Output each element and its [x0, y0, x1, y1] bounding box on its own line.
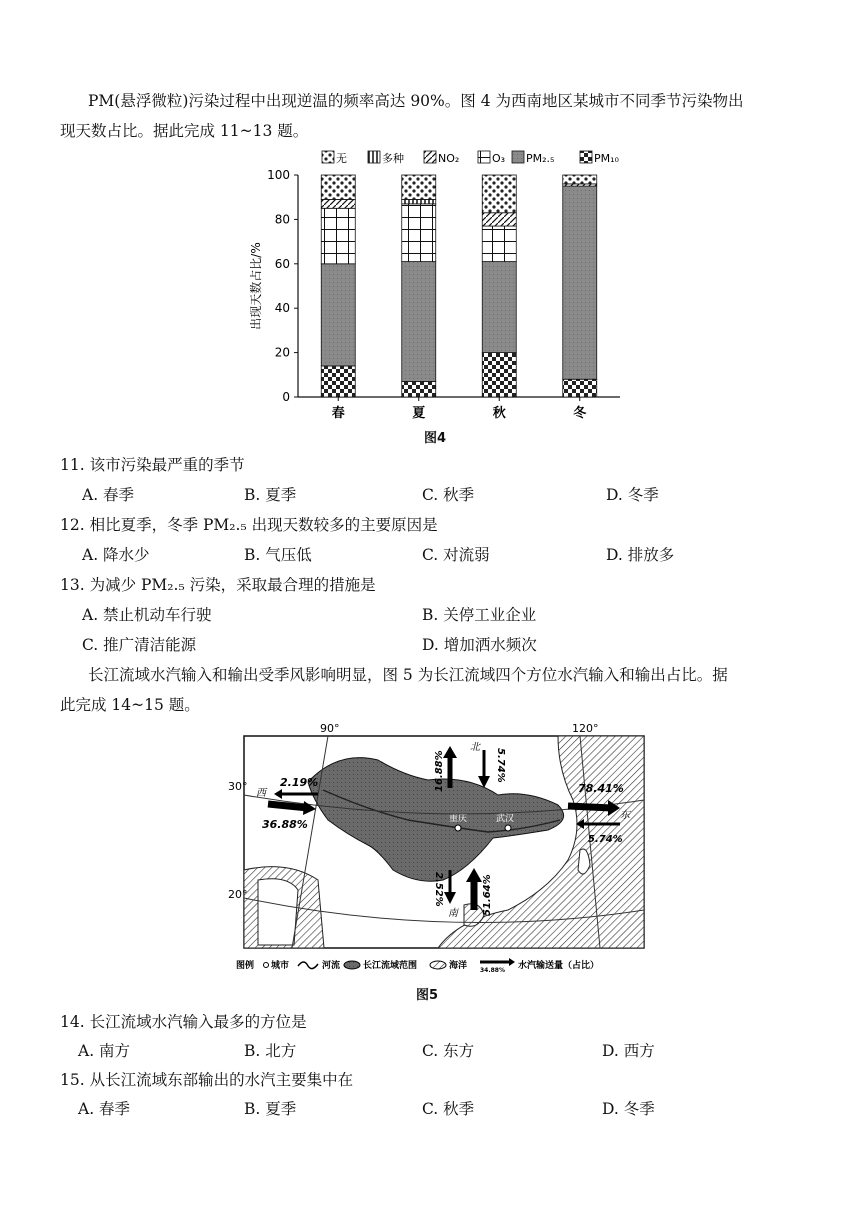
legend-river: 河流 — [322, 961, 341, 971]
q14-option-c: C. 东方 — [422, 1042, 475, 1060]
east-in-value: 5.74% — [588, 834, 623, 845]
q15-option-b: B. 夏季 — [244, 1100, 297, 1118]
legend-city-icon — [264, 963, 269, 968]
x-tick-label: 春 — [331, 406, 345, 421]
legend-label: NO₂ — [438, 152, 460, 165]
q15-option-a: A. 春季 — [78, 1100, 131, 1118]
lat-label-20: 20° — [228, 888, 248, 901]
dir-label-west: 西 — [256, 788, 266, 799]
q11-option-b: B. 夏季 — [244, 486, 297, 504]
legend-swatch — [580, 151, 592, 163]
intro-1-line-2: 现天数占比。据此完成 11~13 题。 — [60, 122, 309, 140]
q11-option-c: C. 秋季 — [422, 486, 475, 504]
dir-label-north: 北 — [470, 742, 480, 753]
north-in-value: 16.88% — [434, 750, 445, 792]
legend-swatch — [322, 151, 334, 163]
intro-paragraph-2 — [60, 660, 820, 720]
question-14: 14. 长江流域水汽输入最多的方位是 — [60, 1013, 307, 1031]
legend-swatch — [478, 151, 490, 163]
bar-segment-multi — [402, 199, 436, 203]
q12-option-b: B. 气压低 — [244, 546, 312, 564]
q14-option-b: B. 北方 — [244, 1042, 297, 1060]
question-12: 12. 相比夏季，冬季 PM₂.₅ 出现天数较多的主要原因是 — [60, 516, 438, 534]
y-tick-label: 0 — [282, 390, 290, 404]
y-tick-label: 20 — [274, 345, 290, 360]
west-in-value: 36.88% — [262, 818, 308, 831]
lat-label-30: 30° — [228, 780, 248, 793]
bar-segment-pm10 — [402, 381, 436, 397]
bar-segment-none — [563, 175, 597, 184]
legend-flux-arrowhead — [509, 958, 515, 966]
y-axis-label: 出现天数占比/% — [249, 242, 263, 330]
y-tick-label: 100 — [267, 168, 290, 182]
question-13: 13. 为减少 PM₂.₅ 污染，采取最合理的措施是 — [60, 576, 376, 594]
bar-segment-pm10 — [321, 366, 355, 397]
legend-basin-icon — [344, 961, 360, 969]
y-tick-label: 80 — [274, 212, 290, 227]
legend-city: 城市 — [271, 961, 290, 971]
bar-segment-no2 — [482, 213, 516, 226]
q15-option-c: C. 秋季 — [422, 1100, 475, 1118]
figure-4-caption: 图4 — [424, 431, 447, 446]
bar-segment-pm25 — [482, 262, 516, 353]
legend-ocean: 海洋 — [449, 961, 468, 971]
bar-segment-pm10 — [563, 379, 597, 397]
q11-option-d: D. 冬季 — [606, 486, 659, 504]
legend-swatch — [512, 151, 524, 163]
north-out-value: 5.74% — [495, 748, 506, 783]
bar-segment-pm10 — [482, 353, 516, 397]
legend-river-icon — [298, 962, 318, 969]
south-out-value: 2.52% — [433, 872, 444, 907]
q11-option-a: A. 春季 — [82, 486, 135, 504]
q13-option-b: B. 关停工业企业 — [422, 606, 537, 624]
bar-segment-pm25 — [402, 262, 436, 382]
bar-segment-no2 — [321, 199, 355, 208]
dir-label-east: 东 — [620, 810, 630, 821]
q12-option-d: D. 排放多 — [606, 546, 675, 564]
city-marker — [505, 825, 511, 831]
intro-1-line-1: PM(悬浮微粒)污染过程中出现逆温的频率高达 90%。图 4 为西南地区某城市不同季节污染物出 — [88, 92, 744, 110]
legend-basin: 长江流域范围 — [363, 961, 418, 971]
intro-paragraph-1 — [60, 86, 820, 146]
x-tick-label: 夏 — [412, 406, 426, 421]
question-11: 11. 该市污染最严重的季节 — [60, 456, 245, 474]
dir-label-south: 南 — [448, 908, 458, 919]
west-in-arrow — [268, 804, 308, 808]
east-out-arrow — [568, 806, 612, 808]
bar-segment-none — [321, 175, 355, 199]
figure-5-map — [228, 720, 668, 982]
figure-4-bars — [321, 175, 597, 397]
west-out-value: 2.19% — [280, 776, 319, 789]
legend-swatch — [424, 151, 436, 163]
q15-option-d: D. 冬季 — [602, 1100, 655, 1118]
city-label-wuhan: 武汉 — [496, 814, 515, 824]
figure-4-legend — [322, 151, 620, 165]
legend-label: 无 — [336, 152, 347, 165]
legend-label: O₃ — [492, 152, 506, 165]
bar-segment-pm25 — [563, 186, 597, 379]
legend-label: 多种 — [382, 152, 404, 165]
intro-2-line-2: 此完成 14~15 题。 — [60, 696, 200, 714]
x-tick-label: 秋 — [492, 406, 506, 421]
city-label-chongqing: 重庆 — [449, 814, 468, 824]
q14-option-a: A. 南方 — [78, 1042, 131, 1060]
legend-swatch — [368, 151, 380, 163]
q14-option-d: D. 西方 — [602, 1042, 655, 1060]
east-out-value: 78.41% — [578, 782, 624, 795]
q13-option-d: D. 增加洒水频次 — [422, 636, 537, 654]
bar-segment-o3 — [321, 208, 355, 263]
y-tick-label: 40 — [274, 301, 290, 316]
intro-2-line-1: 长江流域水汽输入和输出受季风影响明显，图 5 为长江流域四个方位水汽输入和输出占比。据 — [88, 666, 728, 684]
legend-prefix: 图例 — [236, 961, 255, 971]
bar-segment-none — [402, 175, 436, 199]
y-tick-label: 60 — [274, 256, 290, 271]
bar-segment-none — [482, 175, 516, 213]
lon-label-90: 90° — [320, 722, 340, 735]
bar-segment-pm25 — [321, 264, 355, 366]
q12-option-a: A. 降水少 — [82, 546, 150, 564]
legend-ocean-icon — [430, 961, 446, 969]
legend-label: PM₂.₅ — [526, 152, 555, 165]
legend-label: PM₁₀ — [594, 152, 619, 165]
question-15: 15. 从长江流域东部输出的水汽主要集中在 — [60, 1071, 354, 1089]
figure-5-legend — [236, 958, 599, 974]
city-marker — [455, 825, 461, 831]
q12-option-c: C. 对流弱 — [422, 546, 490, 564]
bar-segment-o3 — [482, 226, 516, 262]
legend-flux-sample: 34.88% — [480, 967, 505, 974]
legend-flux: 水汽输送量（占比） — [518, 961, 600, 971]
land-indochina-west — [258, 879, 298, 945]
bar-segment-o3 — [402, 204, 436, 262]
q13-option-c: C. 推广清洁能源 — [82, 636, 197, 654]
lon-label-120: 120° — [572, 722, 599, 735]
q13-option-a: A. 禁止机动车行驶 — [82, 606, 212, 624]
figure-4-stacked-bar-chart — [240, 145, 630, 425]
south-in-value: 51.64% — [482, 874, 493, 916]
x-tick-label: 冬 — [573, 406, 587, 421]
figure-5-caption: 图5 — [416, 988, 439, 1003]
